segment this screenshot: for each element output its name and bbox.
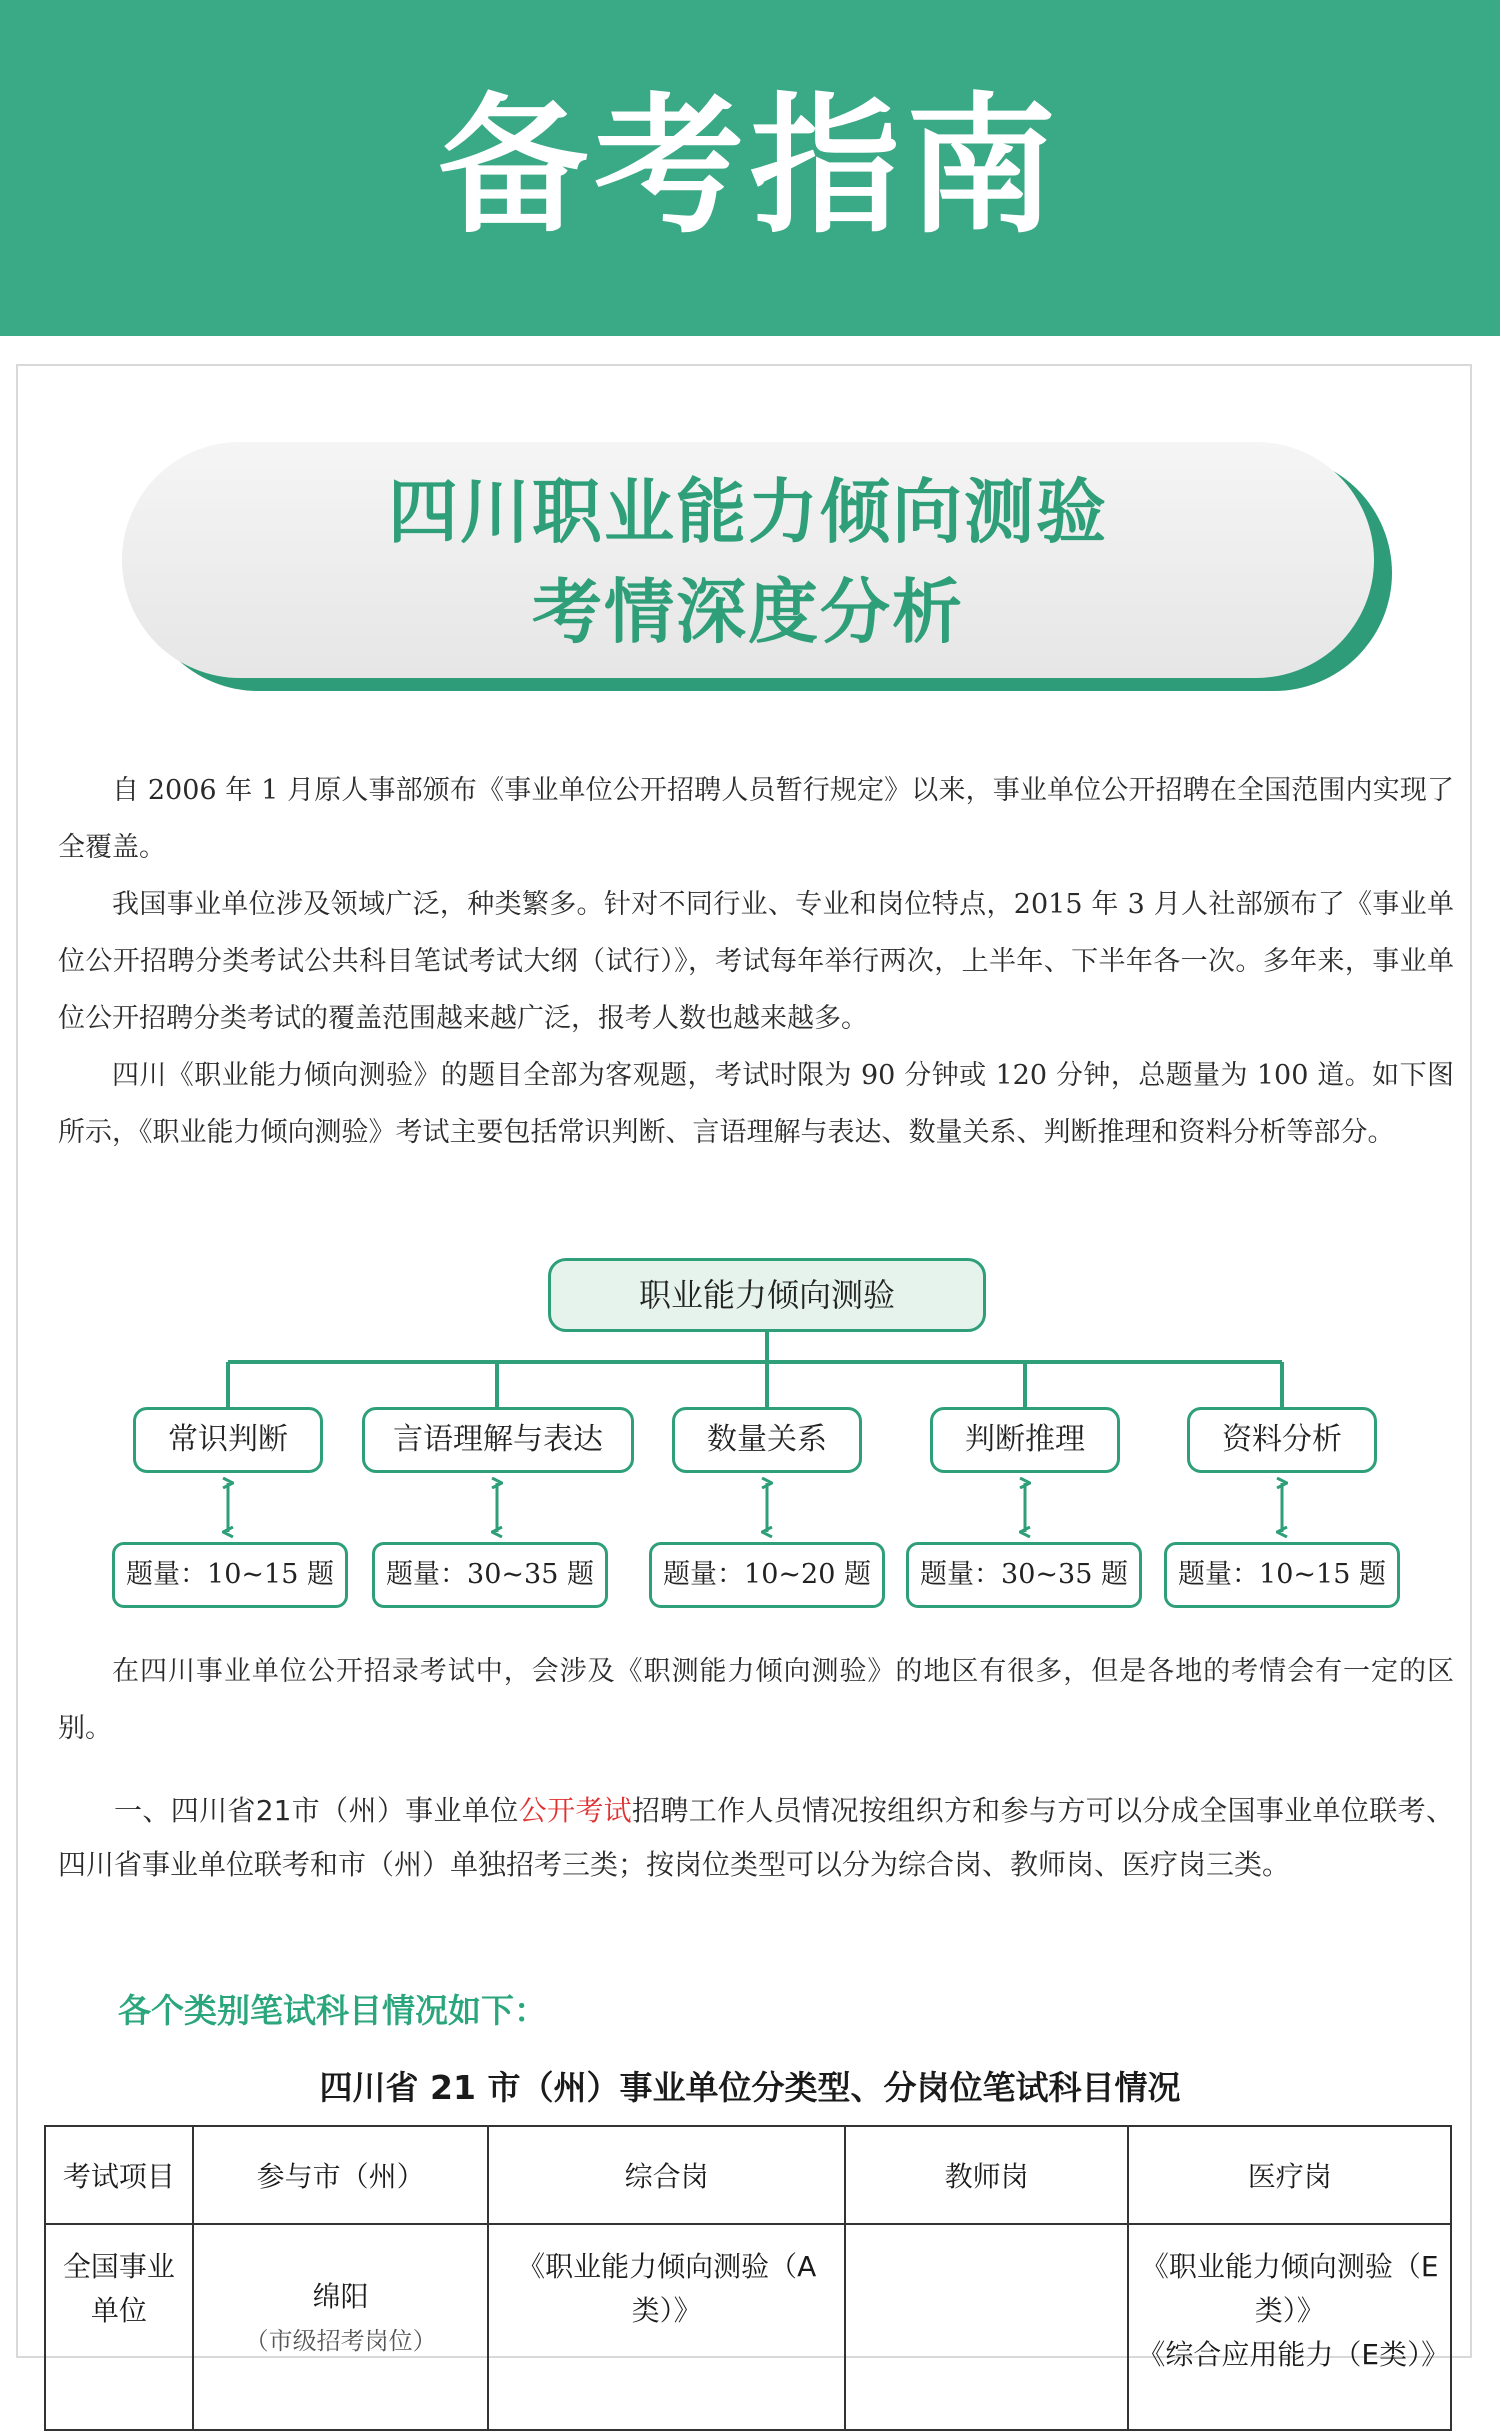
section-one-paragraph	[58, 1784, 1454, 1892]
category-box-2: 言语理解与表达	[362, 1407, 634, 1473]
subjects-heading: 各个类别笔试科目情况如下：	[118, 1991, 547, 2030]
header-teacher-post: 教师岗	[845, 2126, 1129, 2224]
cell-exam-project: 全国事业单位	[45, 2224, 193, 2430]
count-box-5: 题量：10~15 题	[1164, 1542, 1400, 1608]
count-box-1: 题量：10~15 题	[112, 1542, 348, 1608]
header-general-post: 综合岗	[488, 2126, 844, 2224]
intro-paragraph-1: 自 2006 年 1 月原人事部颁布《事业单位公开招聘人员暂行规定》以来，事业单位公开招聘在全国范围内实现了全覆盖。	[58, 775, 1454, 863]
category-box-5: 资料分析	[1187, 1407, 1377, 1473]
intro-paragraph-3: 四川《职业能力倾向测验》的题目全部为客观题，考试时限为 90 分钟或 120 分钟，总题量为 100 道。如下图所示，《职业能力倾向测验》考试主要包括常识判断、言语理解与表达、数量关系、判断推理和资料分析等部分。	[58, 1060, 1454, 1148]
highlight-link[interactable]: 公开考试	[518, 1794, 633, 1827]
city-note: （市级招考岗位）	[244, 2327, 437, 2355]
table-header-row	[45, 2126, 1451, 2224]
cell-medical-post	[1128, 2224, 1451, 2430]
medical-subject-2: 《综合应用能力（E类）》	[1137, 2338, 1450, 2371]
medical-subject: 《职业能力倾向测验（E类）》	[1140, 2250, 1439, 2327]
intro-paragraph-2: 我国事业单位涉及领域广泛，种类繁多。针对不同行业、专业和岗位特点，2015 年 3 月人社部颁布了《事业单位公开招聘分类考试公共科目笔试考试大纲（试行）》，考试每年举行两次，上半年、下半年各一次。多年来，事业单位公开招聘分类考试的覆盖范围越来越广泛，报考人数也越来越多。	[58, 889, 1454, 1034]
header-exam-project: 考试项目	[45, 2126, 193, 2224]
cell-teacher-post	[845, 2224, 1129, 2430]
header-medical-post: 医疗岗	[1128, 2126, 1451, 2224]
title-line-1: 四川职业能力倾向测验	[388, 470, 1108, 553]
section-one-suffix: 招聘工作人员情况按组织方和参与方可以分成全国事业单位联考、四川省事业单位联考和市（州）单独招考三类；按岗位类型可以分为综合岗、教师岗、医疗岗三类。	[58, 1794, 1454, 1881]
banner-title: 备考指南	[437, 80, 1062, 254]
section-one-prefix: 一、四川省21市（州）事业单位	[114, 1794, 519, 1827]
subjects-table	[44, 2125, 1452, 2431]
header-banner	[0, 0, 1500, 336]
cell-city	[193, 2224, 489, 2430]
regional-note-paragraph: 在四川事业单位公开招录考试中，会涉及《职测能力倾向测验》的地区有很多，但是各地的考情会有一定的区别。	[58, 1656, 1454, 1744]
table-caption: 四川省 21 市（州）事业单位分类型、分岗位笔试科目情况	[319, 2068, 1181, 2107]
title-line-2: 考情深度分析	[532, 570, 964, 653]
category-box-4: 判断推理	[930, 1407, 1120, 1473]
category-box-3: 数量关系	[672, 1407, 862, 1473]
header-city: 参与市（州）	[193, 2126, 489, 2224]
diagram-root-box: 职业能力倾向测验	[548, 1258, 986, 1332]
title-pill	[122, 442, 1374, 678]
category-box-1: 常识判断	[133, 1407, 323, 1473]
count-box-3: 题量：10~20 题	[649, 1542, 885, 1608]
cell-general-post: 《职业能力倾向测验（A类）》	[488, 2224, 844, 2430]
table-row	[45, 2224, 1451, 2430]
count-box-4: 题量：30~35 题	[906, 1542, 1142, 1608]
count-box-2: 题量：30~35 题	[372, 1542, 608, 1608]
city-name: 绵阳	[312, 2280, 369, 2313]
